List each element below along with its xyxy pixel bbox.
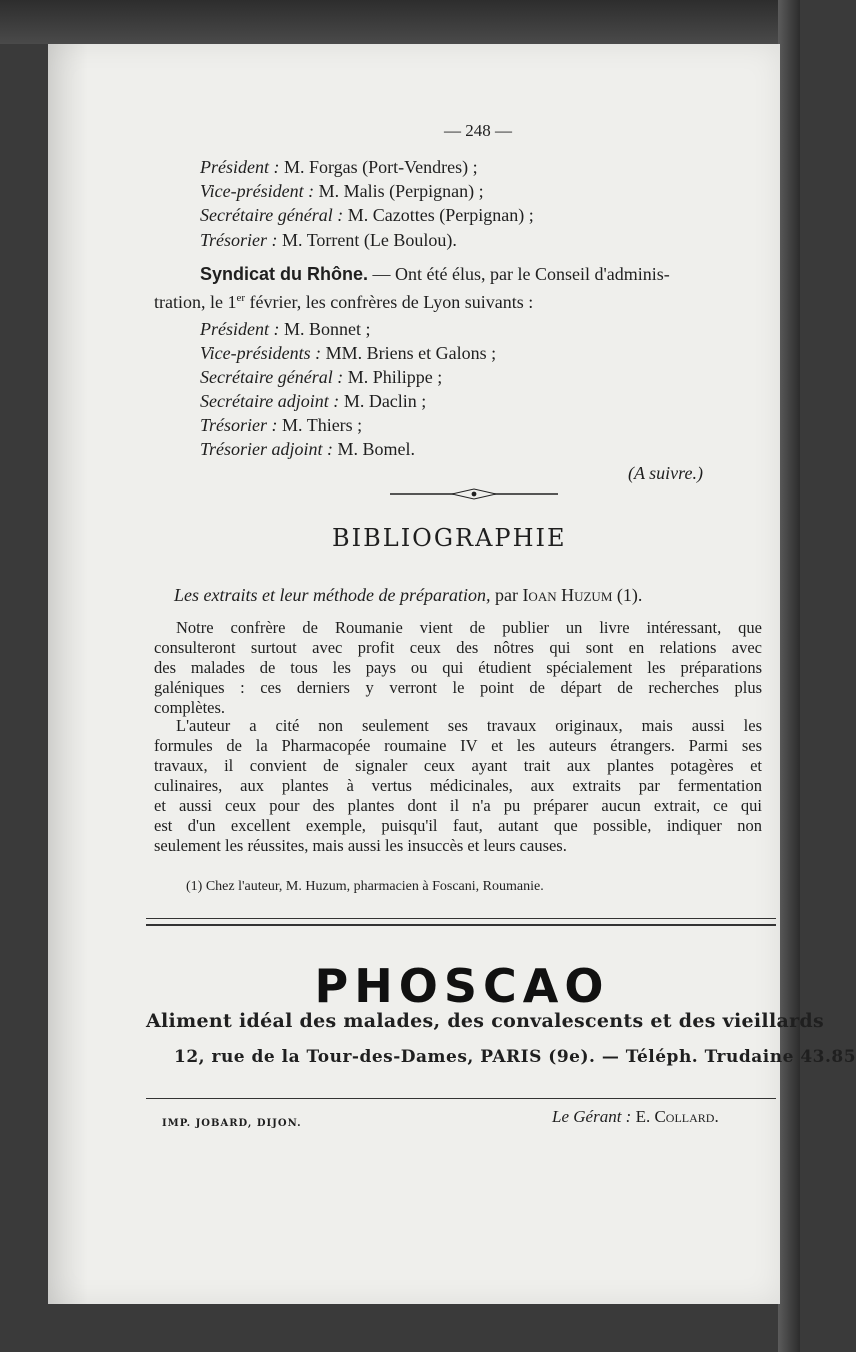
text-line: L'auteur a cité non seulement ses travaux originaux, mais aussi les <box>176 716 762 735</box>
text-line: des malades de tous les pays ou qui étudient spécialement les préparations <box>154 658 762 677</box>
section-heading: BIBLIOGRAPHIE <box>332 524 567 552</box>
footer-rule <box>146 1098 776 1099</box>
ad-top-rule <box>146 918 776 926</box>
section-ornament <box>390 488 558 500</box>
syndicat-name: Syndicat du Rhône. <box>200 264 369 284</box>
member-name: M. Philippe ; <box>347 367 443 387</box>
text-line: est d'un excellent exemple, puisqu'il faut, autant que possible, indiquer non <box>154 816 762 835</box>
ad-address: 12, rue de la Tour-des-Dames, PARIS (9e). — Téléph. Trudaine 43.85 <box>174 1047 856 1067</box>
text-line: travaux, il convient de signaler ceux ayant trait aux plantes potagères et <box>154 756 762 775</box>
roster-line <box>200 414 362 436</box>
member-name: M. Daclin ; <box>343 391 427 411</box>
gerant-name: E. Collard. <box>635 1107 719 1126</box>
text-line: consulteront surtout avec profit ceux des nôtres qui sont en relations avec <box>154 638 762 657</box>
text-line: culinaires, aux plantes à vertus médicinales, aux extraits par fermentation <box>154 776 762 795</box>
document-page <box>48 44 856 1304</box>
role-label: Trésorier adjoint : <box>200 439 334 459</box>
text-line: et aussi ceux pour des plantes dont il n'a pu préparer aucun extrait, ce qui <box>154 796 762 815</box>
role-label: Vice-président : <box>200 181 315 201</box>
text-line: Notre confrère de Roumanie vient de publier un livre intéressant, que <box>176 618 762 637</box>
roster-line <box>200 180 484 202</box>
text-line: seulement les réussites, mais aussi les insuccès et leurs causes. <box>154 836 567 855</box>
role-label: Trésorier : <box>200 415 278 435</box>
gerant-line <box>552 1106 719 1128</box>
to-be-continued: (A suivre.) <box>628 463 703 483</box>
printer-imprint: IMP. JOBARD, DIJON. <box>162 1118 302 1129</box>
book-title: Les extraits et leur méthode de préparation, <box>174 585 491 605</box>
member-name: M. Malis (Perpignan) ; <box>318 181 484 201</box>
roster-line <box>200 342 496 364</box>
gerant-label: Le Gérant : <box>552 1107 632 1126</box>
syndicat-intro-line <box>200 263 670 285</box>
scan-border-right <box>778 0 800 1352</box>
member-name: M. Forgas (Port-Vendres) ; <box>283 157 478 177</box>
member-name: M. Torrent (Le Boulou). <box>282 230 457 250</box>
page-fold-shadow <box>48 44 88 1304</box>
footnote: (1) Chez l'auteur, M. Huzum, pharmacien à Foscani, Roumanie. <box>186 879 544 894</box>
member-name: M. Thiers ; <box>282 415 363 435</box>
ad-tagline: Aliment idéal des malades, des convalescents et des vieillards <box>146 1010 824 1032</box>
role-label: Secrétaire général : <box>200 367 344 387</box>
ordinal-superscript: er <box>236 292 246 304</box>
member-name: M. Cazottes (Perpignan) ; <box>347 205 534 225</box>
member-name: M. Bonnet ; <box>283 319 371 339</box>
role-label: Président : <box>200 157 280 177</box>
member-name: M. Bomel. <box>337 439 416 459</box>
roster-line <box>200 156 478 178</box>
roster-line <box>200 318 371 340</box>
member-name: MM. Briens et Galons ; <box>325 343 497 363</box>
roster-line <box>200 366 442 388</box>
text-line: galéniques : ces derniers y verront le point de départ de recherches plus <box>154 678 762 697</box>
citation-by: par <box>494 585 518 605</box>
syndicat-intro-text: — Ont été élus, par le Conseil d'adminis- <box>372 264 670 284</box>
roster-line <box>200 390 426 412</box>
ad-brand: PHOSCAO <box>314 959 610 1013</box>
role-label: Président : <box>200 319 280 339</box>
syndicat-intro-text: tration, le 1 <box>154 292 237 312</box>
book-author: Ioan Huzum <box>522 585 613 605</box>
scan-border-top <box>0 0 800 44</box>
review-paragraph-2 <box>154 716 762 856</box>
page-number: — 248 — <box>444 121 512 140</box>
roster-line <box>200 204 534 226</box>
text-line: formules de la Pharmacopée roumaine IV et les auteurs étrangers. Parmi ses <box>154 736 762 755</box>
review-paragraph-1 <box>154 618 762 718</box>
role-label: Secrétaire adjoint : <box>200 391 340 411</box>
role-label: Secrétaire général : <box>200 205 344 225</box>
footnote-ref: (1). <box>616 585 643 605</box>
roster-line <box>200 438 415 460</box>
role-label: Trésorier : <box>200 230 278 250</box>
syndicat-intro-text: février, les confrères de Lyon suivants : <box>245 292 534 312</box>
role-label: Vice-présidents : <box>200 343 322 363</box>
roster-line <box>200 229 457 251</box>
book-citation <box>174 584 642 606</box>
syndicat-intro-line <box>154 287 533 313</box>
text-line: complètes. <box>154 698 226 717</box>
